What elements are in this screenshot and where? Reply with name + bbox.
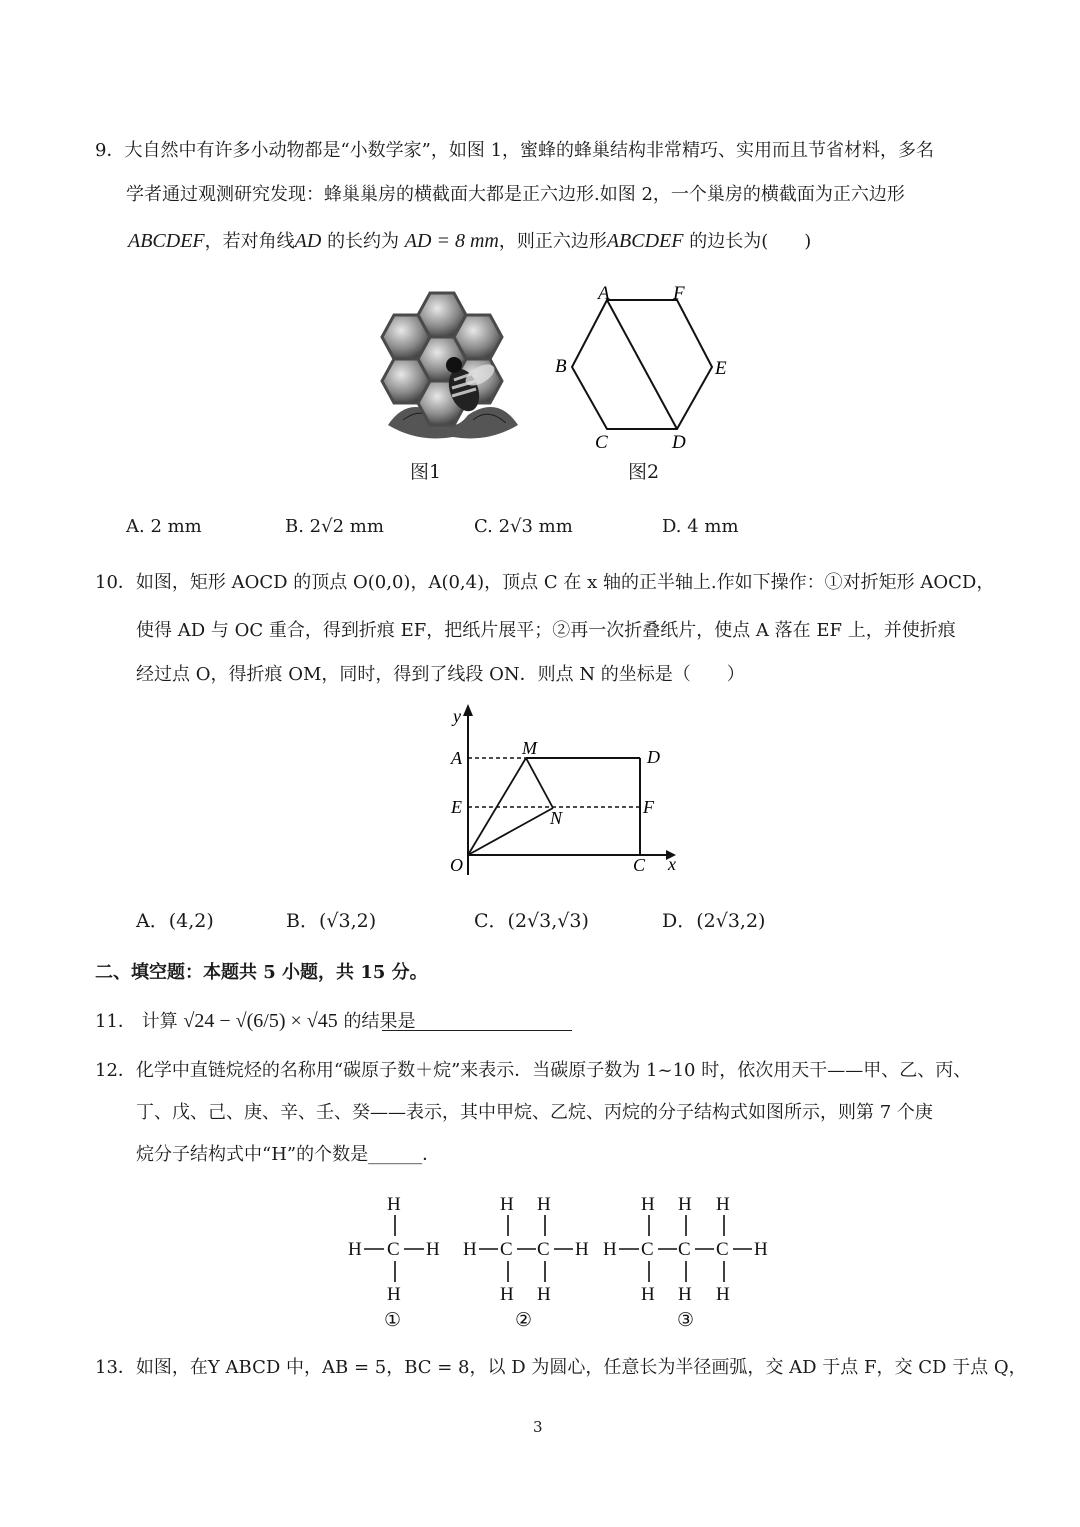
hex-label-f: F bbox=[673, 283, 685, 304]
q12-line2: 丁、戊、己、庚、辛、壬、癸——表示，其中甲烷、乙烷、丙烷的分子结构式如图所示，则第 7 个庚 bbox=[136, 1102, 933, 1123]
svg-text:C: C bbox=[500, 1239, 513, 1260]
svg-text:C: C bbox=[678, 1239, 691, 1260]
q13-number: 13． bbox=[95, 1357, 136, 1378]
page-number: 3 bbox=[533, 1418, 543, 1436]
svg-text:H: H bbox=[537, 1194, 551, 1215]
q12-number: 12． bbox=[95, 1060, 136, 1081]
svg-text:H: H bbox=[426, 1239, 440, 1260]
q10-option-a: A．(4,2) bbox=[136, 910, 214, 932]
q9-line2: 学者通过观测研究发现：蜂巢巢房的横截面大都是正六边形.如图 2，一个巢房的横截面为正六边形 bbox=[126, 184, 905, 205]
q10-line1: 10．如图，矩形 AOCD 的顶点 O(0,0)，A(0,4)，顶点 C 在 x 轴的正半轴上.作如下操作：①对折矩形 AOCD， bbox=[95, 572, 995, 593]
q11-number: 11． bbox=[95, 1011, 136, 1032]
hexagon-figure bbox=[550, 282, 740, 454]
q9-line3: ABCDEF，若对角线AD 的长约为 AD = 8 mm，则正六边形ABCDEF 的边长为( ) bbox=[128, 230, 812, 252]
svg-text:H: H bbox=[387, 1284, 401, 1305]
q9-option-d: D. 4 mm bbox=[662, 516, 739, 537]
svg-text:H: H bbox=[678, 1284, 692, 1305]
q11-answer-blank[interactable] bbox=[382, 1030, 572, 1031]
svg-text:H: H bbox=[500, 1194, 514, 1215]
label-m: M bbox=[522, 738, 537, 758]
label-y: y bbox=[453, 706, 461, 726]
q9-option-b: B. 2√2 mm bbox=[285, 516, 384, 537]
propane-structure bbox=[603, 1194, 768, 1305]
q12-line1: 12．化学中直链烷烃的名称用“碳原子数＋烷”来表示．当碳原子数为 1~10 时，依次用天干——甲、乙、丙、 bbox=[95, 1060, 972, 1081]
ethane-structure bbox=[463, 1194, 589, 1305]
q10-number: 10． bbox=[95, 572, 136, 593]
fig2-caption: 图2 bbox=[628, 461, 660, 483]
structure-label-2: ② bbox=[515, 1310, 533, 1331]
svg-text:H: H bbox=[716, 1194, 730, 1215]
honeycomb-bee-image bbox=[378, 285, 528, 445]
label-e: E bbox=[451, 797, 462, 817]
hex-label-a: A bbox=[598, 283, 610, 304]
q9-number: 9． bbox=[95, 140, 125, 161]
q12-line3: 烷分子结构式中“H”的个数是______． bbox=[136, 1144, 441, 1165]
label-o: O bbox=[450, 855, 463, 875]
svg-text:H: H bbox=[387, 1194, 401, 1215]
q10-option-c: C．(2√3,√3) bbox=[474, 910, 589, 932]
q10-option-b: B．(√3,2) bbox=[286, 910, 377, 932]
q13-line1: 13．如图，在Y ABCD 中，AB = 5，BC = 8，以 D 为圆心，任意长为半径画弧，交 AD 于点 F，交 CD 于点 Q， bbox=[95, 1357, 1027, 1378]
label-x: x bbox=[668, 854, 676, 874]
q9-line1: 9．大自然中有许多小动物都是“小数学家”，如图 1，蜜蜂的蜂巢结构非常精巧、实用而且节省材料，多名 bbox=[95, 140, 935, 161]
label-n: N bbox=[550, 808, 563, 828]
fig1-caption: 图1 bbox=[410, 461, 442, 483]
svg-text:C: C bbox=[387, 1239, 400, 1260]
svg-text:C: C bbox=[716, 1239, 729, 1260]
svg-text:H: H bbox=[500, 1284, 514, 1305]
q11-line: 11． 计算 √24 − √(6/5) × √45 的结果是 bbox=[95, 1010, 416, 1032]
svg-text:H: H bbox=[603, 1239, 617, 1260]
structure-label-1: ① bbox=[384, 1310, 402, 1331]
alkane-structures bbox=[340, 1188, 780, 1333]
label-d: D bbox=[647, 747, 660, 767]
svg-text:H: H bbox=[641, 1194, 655, 1215]
q9-option-c: C. 2√3 mm bbox=[474, 516, 573, 537]
q10-option-d: D．(2√3,2) bbox=[662, 910, 766, 932]
hex-label-e: E bbox=[715, 358, 727, 379]
svg-text:H: H bbox=[716, 1284, 730, 1305]
section-heading: 二、填空题：本题共 5 小题，共 15 分。 bbox=[95, 962, 428, 983]
svg-text:H: H bbox=[678, 1194, 692, 1215]
q9-option-a: A. 2 mm bbox=[126, 516, 202, 537]
structure-label-3: ③ bbox=[677, 1310, 695, 1331]
rectangle-fold-figure bbox=[440, 700, 690, 880]
q11-expression: √24 − √(6/5) × √45 bbox=[183, 1010, 338, 1032]
svg-text:H: H bbox=[754, 1239, 768, 1260]
hex-label-b: B bbox=[555, 356, 567, 377]
svg-text:H: H bbox=[575, 1239, 589, 1260]
label-c: C bbox=[633, 855, 646, 875]
svg-text:C: C bbox=[641, 1239, 654, 1260]
hex-label-c: C bbox=[595, 432, 608, 453]
label-f: F bbox=[643, 797, 654, 817]
svg-text:C: C bbox=[537, 1239, 550, 1260]
q10-line2: 使得 AD 与 OC 重合，得到折痕 EF，把纸片展平；②再一次折叠纸片，使点 A 落在 EF 上，并使折痕 bbox=[136, 620, 956, 641]
svg-text:H: H bbox=[463, 1239, 477, 1260]
svg-text:H: H bbox=[537, 1284, 551, 1305]
q10-line3: 经过点 O，得折痕 OM，同时，得到了线段 ON．则点 N 的坐标是（ ） bbox=[136, 664, 745, 685]
hex-label-d: D bbox=[672, 432, 686, 453]
svg-text:H: H bbox=[641, 1284, 655, 1305]
methane-structure bbox=[348, 1194, 440, 1305]
svg-text:H: H bbox=[348, 1239, 362, 1260]
label-a: A bbox=[451, 748, 462, 768]
